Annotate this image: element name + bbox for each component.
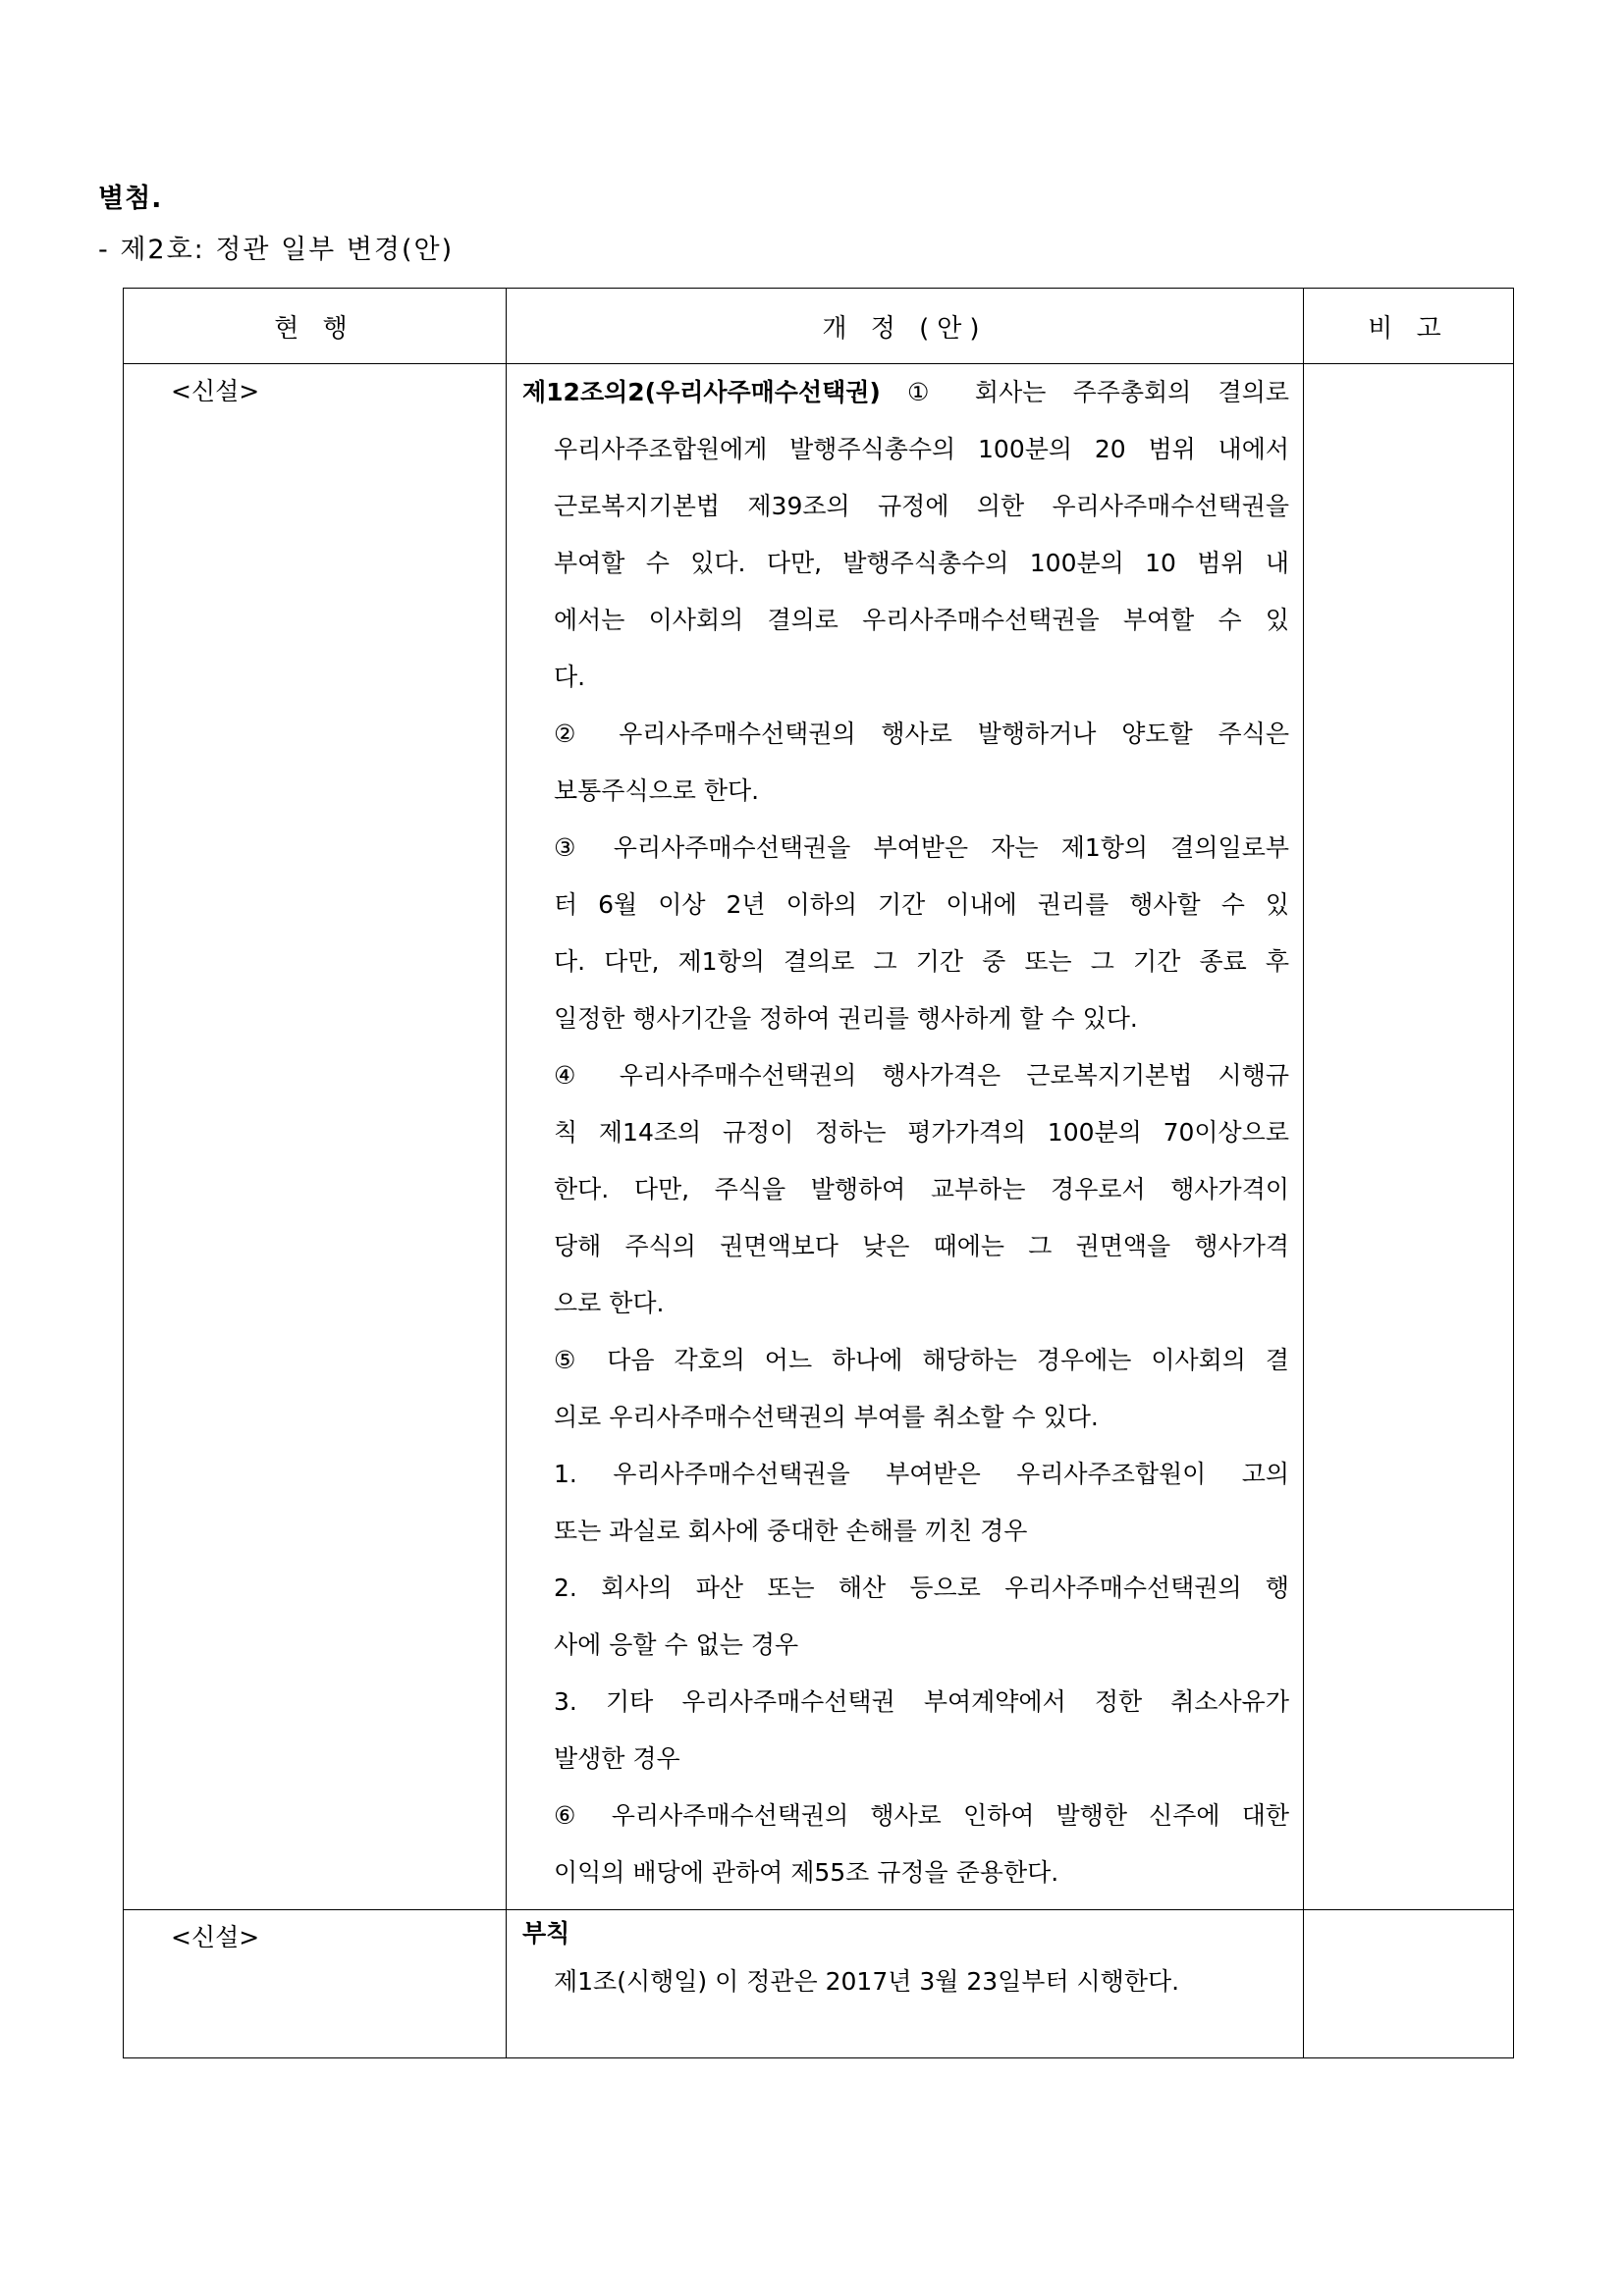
proposed-content: [507, 364, 1303, 1909]
supplementary-title: 부칙: [522, 1919, 570, 1948]
header-remark: 비 고: [1304, 289, 1514, 364]
proposed-line: 터 6월 이상 2년 이하의 기간 이내에 권리를 행사할 수 있: [554, 890, 1289, 919]
proposed-line: 다. 다만, 제1항의 결의로 그 기간 중 또는 그 기간 종료 후: [554, 947, 1289, 976]
remark-cell: [1304, 1910, 1514, 2058]
proposed-content: [507, 1910, 1303, 2018]
current-cell: [124, 1910, 507, 2058]
proposed-line: 칙 제14조의 규정이 정하는 평가가격의 100분의 70이상으로: [554, 1118, 1289, 1147]
proposed-line: 으로 한다.: [554, 1289, 665, 1317]
proposed-line: 3. 기타 우리사주매수선택권 부여계약에서 정한 취소사유가: [554, 1687, 1289, 1716]
proposed-line: ② 우리사주매수선택권의 행사로 발행하거나 양도할 주식은: [554, 720, 1289, 748]
proposed-line: 이익의 배당에 관하여 제55조 규정을 준용한다.: [554, 1858, 1059, 1887]
table-header-row: [124, 289, 1514, 364]
proposed-line: ① 회사는 주주총회의 결의로: [880, 378, 1289, 406]
proposed-line: 1. 우리사주매수선택권을 부여받은 우리사주조합원이 고의: [554, 1460, 1289, 1488]
current-text: <신설>: [171, 1923, 260, 1951]
proposed-line: ⑤ 다음 각호의 어느 하나에 해당하는 경우에는 이사회의 결: [554, 1346, 1289, 1374]
proposed-cell: [507, 1910, 1304, 2058]
proposed-line: ③ 우리사주매수선택권을 부여받은 자는 제1항의 결의일로부: [554, 833, 1289, 862]
proposed-line: 보통주식으로 한다.: [554, 776, 760, 805]
proposed-line: 한다. 다만, 주식을 발행하여 교부하는 경우로서 행사가격이: [554, 1175, 1289, 1203]
proposed-line: 부여할 수 있다. 다만, 발행주식총수의 100분의 10 범위 내: [554, 549, 1289, 577]
item-heading: - 제2호: 정관 일부 변경(안): [98, 235, 455, 265]
header-proposed: 개 정 (안): [507, 289, 1304, 364]
amendment-table: [123, 288, 1514, 2058]
proposed-line: 사에 응할 수 없는 경우: [554, 1630, 799, 1659]
proposed-cell: [507, 364, 1304, 1910]
proposed-line: 제1조(시행일) 이 정관은 2017년 3월 23일부터 시행한다.: [554, 1967, 1180, 1996]
proposed-line: 2. 회사의 파산 또는 해산 등으로 우리사주매수선택권의 행: [554, 1574, 1289, 1602]
proposed-line: 우리사주조합원에게 발행주식총수의 100분의 20 범위 내에서: [554, 435, 1289, 463]
proposed-line: 근로복지기본법 제39조의 규정에 의한 우리사주매수선택권을: [554, 492, 1289, 520]
attachment-heading: 별첨.: [98, 184, 163, 214]
proposed-line: ⑥ 우리사주매수선택권의 행사로 인하여 발행한 신주에 대한: [554, 1801, 1289, 1830]
current-text: <신설>: [171, 377, 260, 405]
table-row: [124, 1910, 1514, 2058]
proposed-line: 에서는 이사회의 결의로 우리사주매수선택권을 부여할 수 있: [554, 606, 1289, 634]
header-current: 현 행: [124, 289, 507, 364]
remark-cell: [1304, 364, 1514, 1910]
article-title: 제12조의2(우리사주매수선택권): [522, 378, 881, 406]
proposed-line: ④ 우리사주매수선택권의 행사가격은 근로복지기본법 시행규: [554, 1061, 1289, 1090]
proposed-line: 발생한 경우: [554, 1744, 680, 1773]
table-row: [124, 364, 1514, 1910]
proposed-line: 당해 주식의 권면액보다 낮은 때에는 그 권면액을 행사가격: [554, 1232, 1289, 1260]
proposed-line: 또는 과실로 회사에 중대한 손해를 끼친 경우: [554, 1517, 1028, 1545]
proposed-first-line: [522, 364, 1289, 421]
proposed-line: 다.: [554, 663, 586, 691]
proposed-line: 일정한 행사기간을 정하여 권리를 행사하게 할 수 있다.: [554, 1004, 1138, 1033]
current-cell: [124, 364, 507, 1910]
proposed-line: 의로 우리사주매수선택권의 부여를 취소할 수 있다.: [554, 1403, 1099, 1431]
